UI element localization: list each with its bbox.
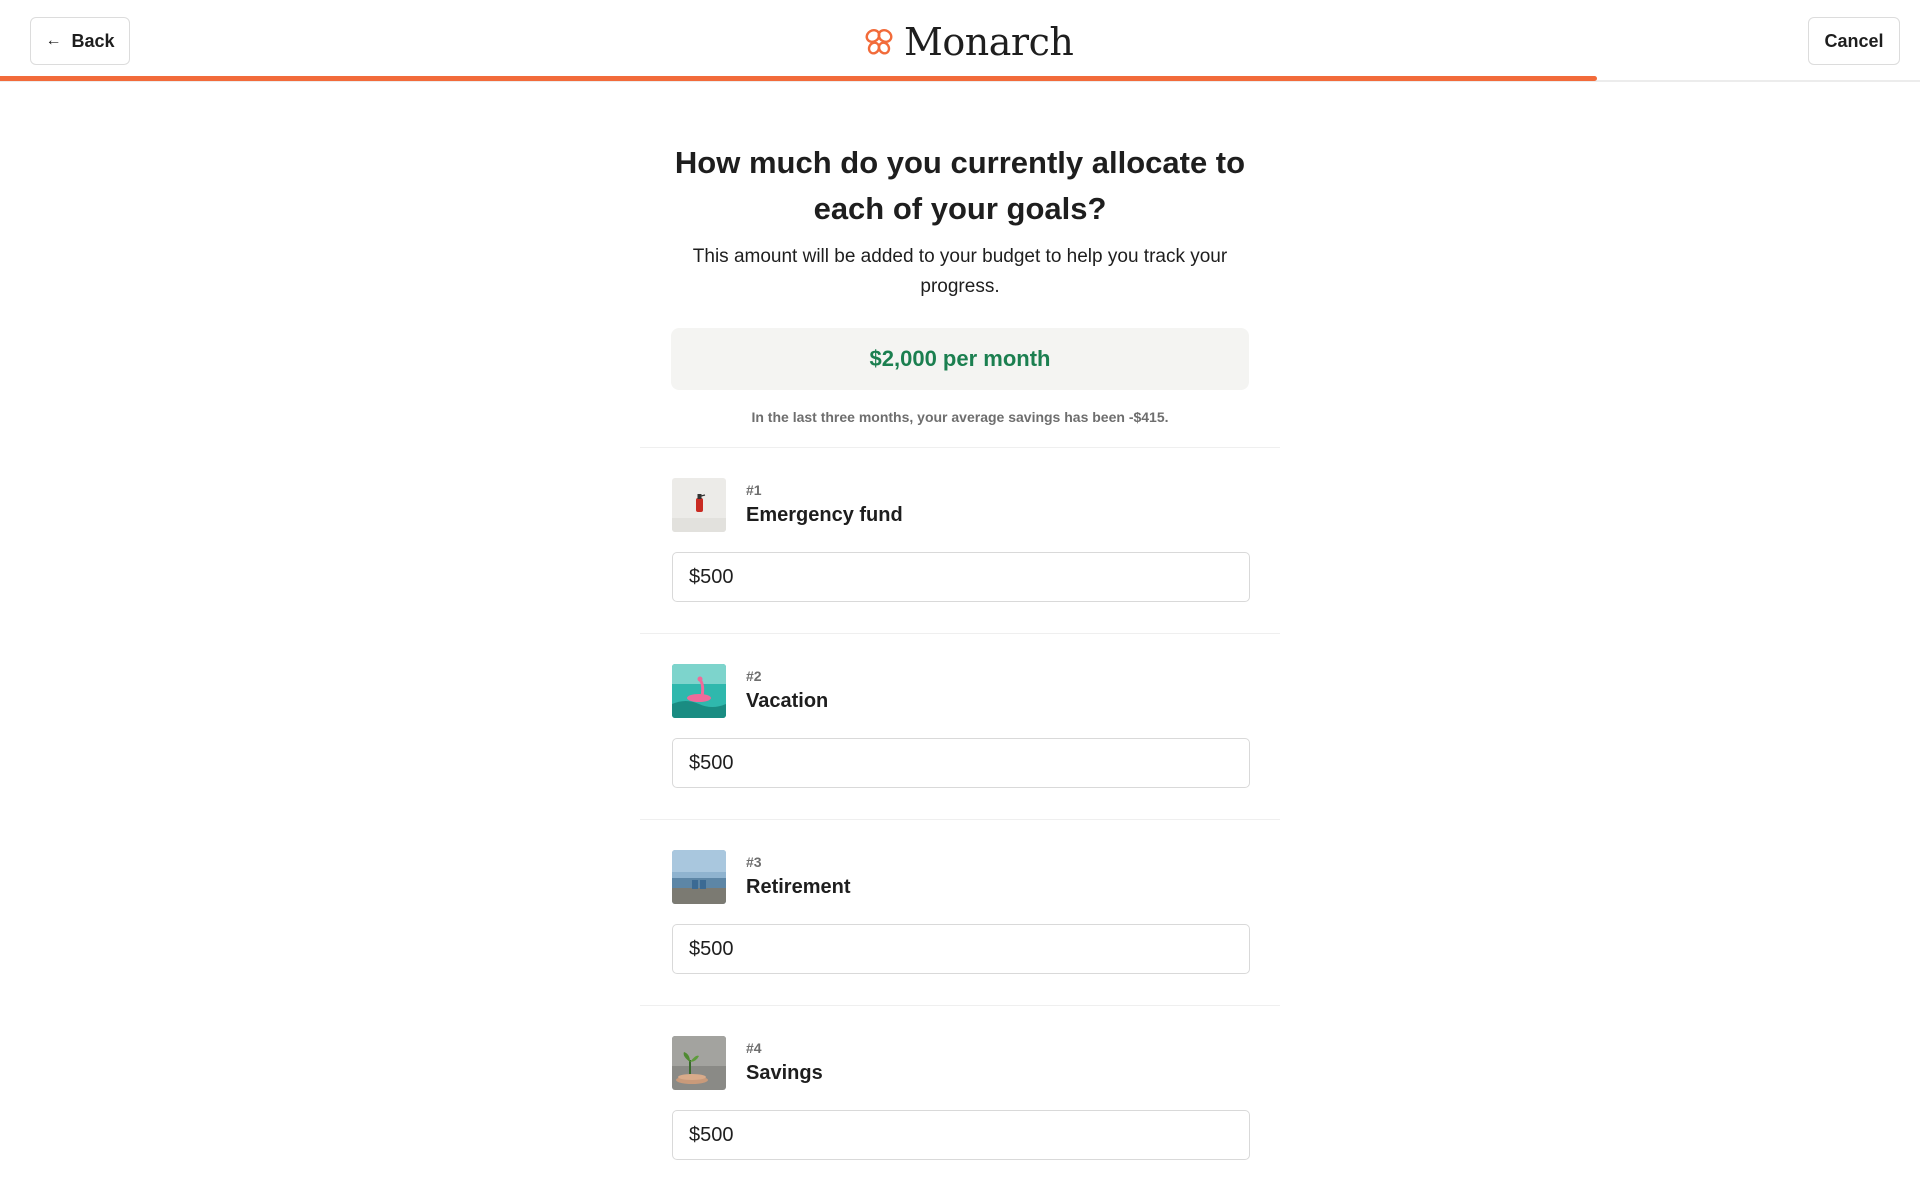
back-button-label: Back bbox=[71, 30, 115, 51]
vacation-amount-input[interactable] bbox=[672, 738, 1250, 788]
logo-wordmark: Monarch bbox=[904, 20, 1074, 64]
back-button[interactable] bbox=[30, 17, 130, 65]
page-subtitle: This amount will be added to your budget to help you track your progress. bbox=[692, 246, 1228, 297]
goal-item bbox=[640, 447, 1280, 633]
average-savings-note: In the last three months, your average savings has been -$415. bbox=[751, 409, 1169, 425]
goal-name: Savings bbox=[746, 1062, 823, 1084]
goal-item bbox=[640, 819, 1280, 1005]
retirement-image bbox=[672, 850, 726, 904]
goal-allocation-panel bbox=[640, 140, 1280, 1191]
savings-amount-input[interactable] bbox=[672, 1110, 1250, 1160]
butterfly-icon bbox=[864, 27, 894, 57]
monthly-total-badge bbox=[671, 328, 1249, 390]
goal-name: Retirement bbox=[746, 876, 851, 898]
retirement-amount-input[interactable] bbox=[672, 924, 1250, 974]
goal-rank: #1 bbox=[746, 482, 762, 498]
goal-name: Emergency fund bbox=[746, 504, 903, 526]
goal-rank: #4 bbox=[746, 1040, 762, 1056]
page-title: How much do you currently allocate to each of your goals? bbox=[674, 145, 1246, 226]
goal-list bbox=[640, 447, 1280, 1191]
cancel-button[interactable] bbox=[1808, 17, 1900, 65]
vacation-image bbox=[672, 664, 726, 718]
savings-image bbox=[672, 1036, 726, 1090]
monarch-logo bbox=[864, 18, 1073, 66]
goal-rank: #2 bbox=[746, 668, 762, 684]
cancel-button-label: Cancel bbox=[1824, 30, 1884, 51]
goal-item bbox=[640, 633, 1280, 819]
top-bar bbox=[0, 0, 1920, 82]
goal-item bbox=[640, 1005, 1280, 1191]
arrow-left-icon: ← bbox=[45, 32, 62, 49]
monthly-total-value: $2,000 per month bbox=[869, 346, 1051, 371]
emergency-fund-image bbox=[672, 478, 726, 532]
emergency-fund-amount-input[interactable] bbox=[672, 552, 1250, 602]
goal-name: Vacation bbox=[746, 690, 829, 712]
onboarding-progress-bar bbox=[0, 76, 1597, 81]
goal-rank: #3 bbox=[746, 854, 762, 870]
